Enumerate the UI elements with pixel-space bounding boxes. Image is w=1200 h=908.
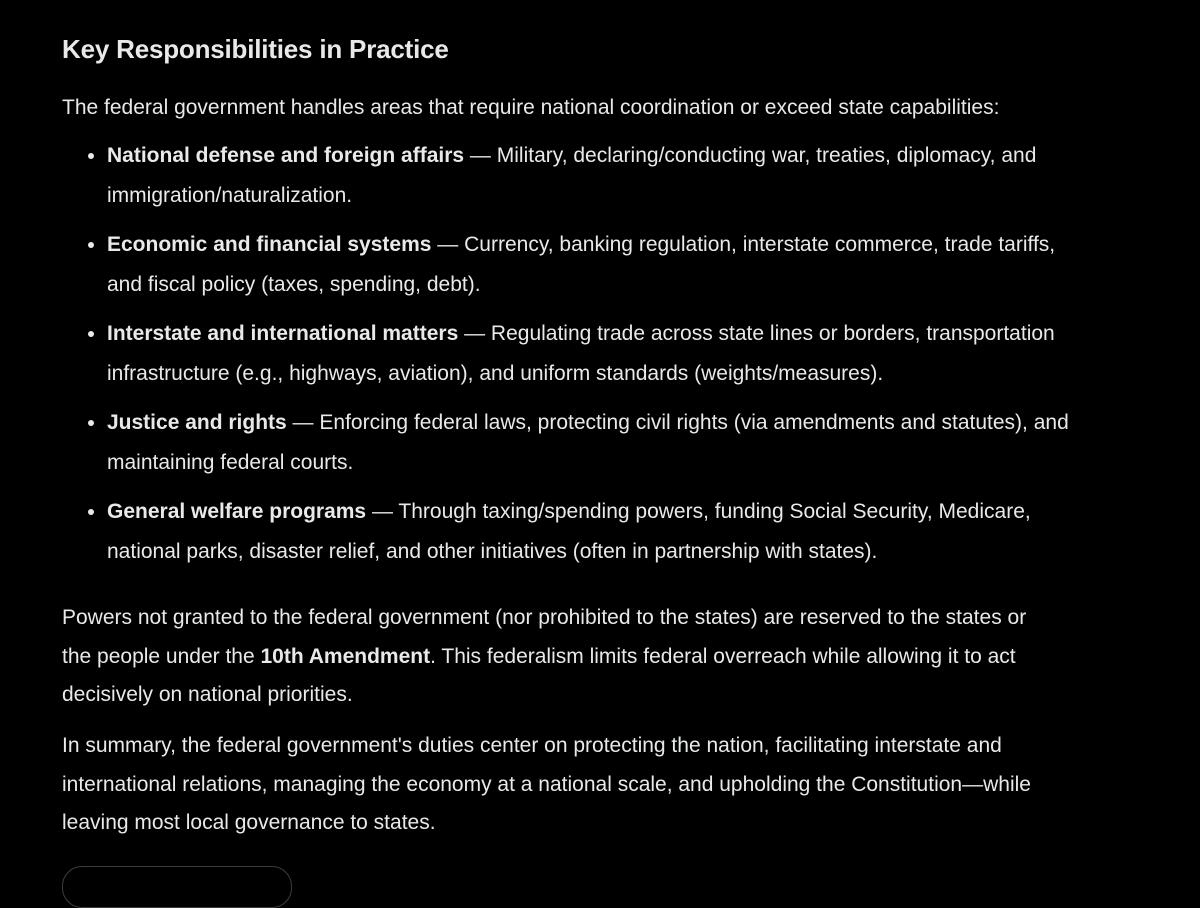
intro-paragraph: The federal government handles areas that require national coordination or exceed state capabilities: [62,96,1000,119]
tenth-amendment-emphasis: 10th Amendment [260,644,431,668]
list-item-title: Interstate and international matters [107,322,459,345]
list-item-text: Enforcing federal laws, protecting civil rights (via amendments and statutes), and maintaining federal courts. [107,411,1069,474]
list-item-text: Currency, banking regulation, interstate commerce, trade tariffs, and fiscal policy (taxes, spending, debt). [107,233,1056,296]
list-item [62,136,1162,216]
bullet-icon [88,242,94,248]
list-item [62,314,1162,394]
list-item-text: Military, declaring/conducting war, treaties, diplomacy, and immigration/naturalization. [107,144,1037,207]
summary-paragraph: In summary, the federal government's duties center on protecting the nation, facilitating interstate and international relations, managing the economy at a national scale, and upholding the Constitution—while leaving most local governance to states. [62,734,1031,834]
list-item-title: General welfare programs [107,500,367,523]
list-item-dash: — [464,144,497,167]
bullet-icon [88,420,94,426]
list-item [62,403,1162,483]
list-item [62,492,1162,572]
list-item-dash: — [366,500,399,523]
list-item-title: Economic and financial systems [107,233,432,256]
list-item-dash: — [458,322,491,345]
list-item-text: Through taxing/spending powers, funding Social Security, Medicare, national parks, disaster relief, and other initiatives (often in partnership with states). [107,500,1031,563]
list-item [62,225,1162,305]
bullet-icon [88,153,94,159]
list-item-title: Justice and rights [107,411,287,434]
list-item-text: Regulating trade across state lines or borders, transportation infrastructure (e.g., highways, aviation), and uniform standards (weights/measures). [107,322,1055,385]
bullet-icon [88,331,94,337]
bullet-icon [88,509,94,515]
powers-paragraph: Powers not granted to the federal government (nor prohibited to the states) are reserved to the states or the people under the 10th Amendment. This federalism limits federal overreach while allowing it to act decisively on national priorities. [62,606,1027,706]
list-item-dash: — [431,233,465,256]
list-item-title: National defense and foreign affairs [107,144,465,167]
list-item-dash: — [286,411,320,434]
section-heading: Key Responsibilities in Practice [62,34,449,64]
action-pill-button[interactable] [62,866,292,908]
